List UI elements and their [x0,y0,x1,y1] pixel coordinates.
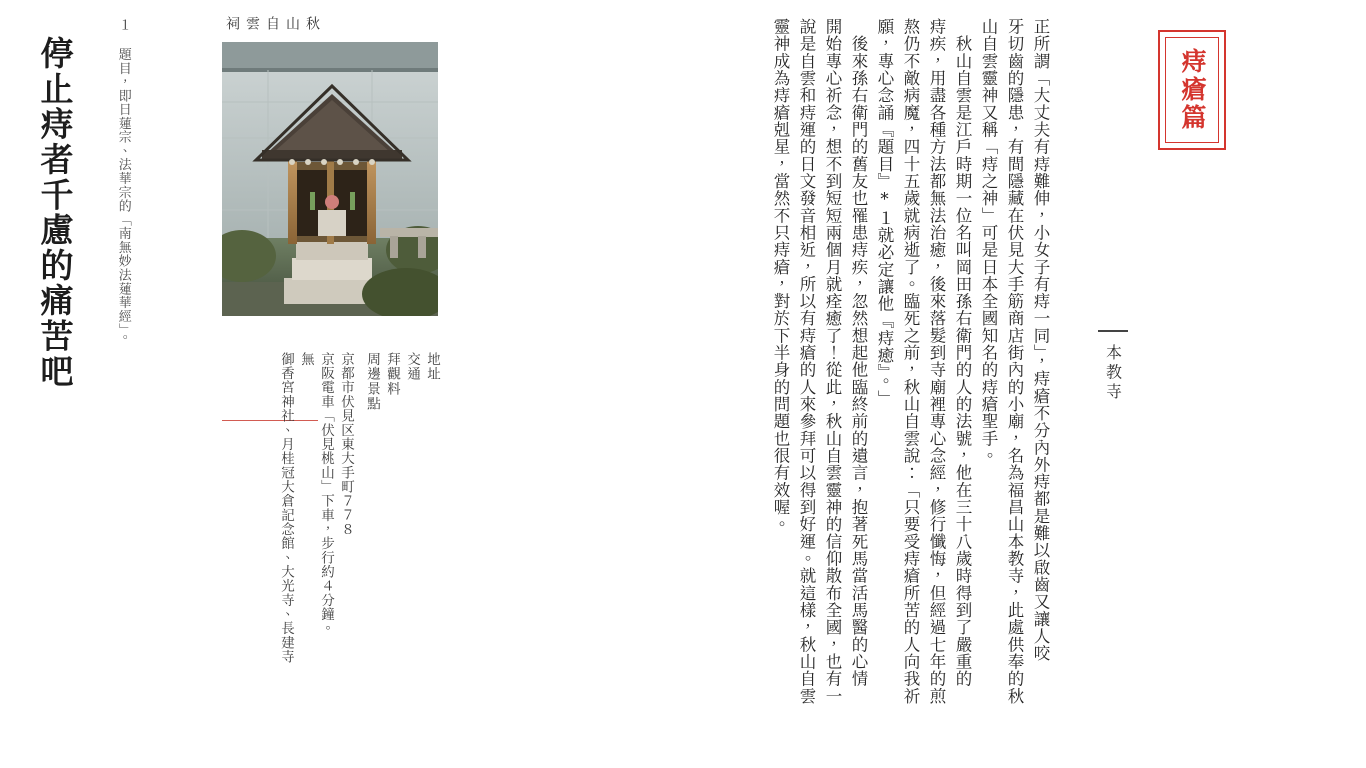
page-title [32,36,106,389]
info-value-address: 京都市伏見区東大手町７７８ [338,352,354,537]
info-values [276,352,356,682]
page-title-text: 停止痔者千慮的痛苦吧 [35,36,75,390]
shrine-photo [222,42,438,316]
info-label-transport: 交通 [404,352,420,382]
info-value-transport: 京阪電車「伏見桃山」下車，步行約４分鐘。 [318,352,334,636]
subtitle-block [1098,330,1128,403]
body-column: 痔疾，用盡各種方法都無法治癒，後來落髮到寺廟裡專心念經，修行懺悔，但經過七年的煎 [927,18,946,705]
subtitle-text: 本教寺 [1103,344,1123,403]
body-column: 開始專心祈念，想不到短短兩個月就痊癒了！從此，秋山自雲靈神的信仰散布全國，也有一 [823,18,842,705]
body-column: 願，專心念誦『題目』*１就必定讓他『痔癒』。」 [875,18,894,407]
body-column: 說是自雲和痔運的日文發音相近，所以有痔瘡的人來參拜可以得到好運。就這樣，秋山自雲 [797,18,816,705]
footnote: １ 題目，即日蓮宗、法華宗的「南無妙法蓮華經」。 [115,18,131,345]
body-column: 後來孫右衛門的舊友也罹患痔疾，忽然想起他臨終前的遺言，抱著死馬當活馬醫的心情 [849,18,868,688]
body-column: 正所謂「大丈夫有痔難伸，小女子有痔一同」，痔瘡不分內外痔都是難以啟齒又讓人咬 [1031,18,1050,662]
info-label-nearby: 周邊景點 [364,352,380,412]
body-column: 秋山自雲是江戶時期一位名叫岡田孫右衛門的人的法號，他在三十八歲時得到了嚴重的 [953,18,972,688]
chapter-seal-label: 痔瘡篇 [1178,48,1207,132]
photo-caption: 秋山自雲祠 [224,16,320,32]
info-label-admission: 拜觀料 [384,352,400,397]
body-text [622,18,1052,758]
info-value-nearby: 御香宮神社、月桂冠大倉記念館、大光寺、長建寺 [278,352,294,664]
info-labels [362,352,442,411]
chapter-seal [1158,30,1226,150]
info-value-admission: 無 [298,352,314,367]
info-block [222,352,442,752]
body-column: 靈神成為痔瘡剋星，當然不只痔瘡，對於下半身的問題也很有效喔。 [771,18,790,533]
subtitle-divider [1098,330,1128,332]
body-column: 熬仍不敵病魔，四十五歲就病逝了。臨死之前，秋山自雲說：「只要受痔瘡所苦的人向我祈 [901,18,920,705]
body-column: 牙切齒的隱患，有間隱藏在伏見大手筋商店街內的小廟，名為福昌山本教寺，此處供奉的秋 [1005,18,1024,705]
info-label-address: 地址 [424,352,440,382]
body-column: 山自雲靈神又稱「痔之神」可是日本全國知名的痔瘡聖手。 [979,18,998,465]
